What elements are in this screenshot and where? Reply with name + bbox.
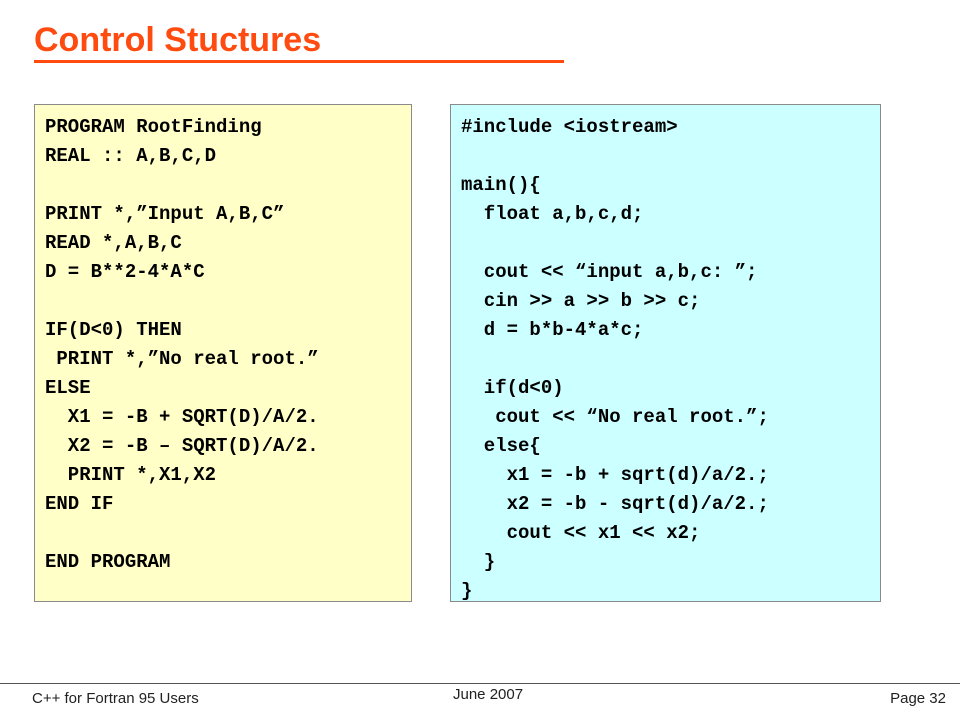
code-line: END IF bbox=[45, 493, 114, 515]
code-line: cout << “No real root.”; bbox=[461, 406, 769, 428]
code-line bbox=[461, 229, 870, 258]
code-line: ELSE bbox=[45, 377, 91, 399]
code-line: float a,b,c,d; bbox=[461, 203, 644, 225]
code-line bbox=[461, 345, 870, 374]
code-line: END PROGRAM bbox=[45, 551, 171, 573]
code-line: D = B**2-4*A*C bbox=[45, 261, 205, 283]
code-line: d = b*b-4*a*c; bbox=[461, 319, 644, 341]
code-line: X2 = -B – SQRT(D)/A/2. bbox=[45, 435, 319, 457]
code-line: REAL :: A,B,C,D bbox=[45, 145, 217, 167]
code-line: } bbox=[461, 580, 473, 602]
footer-divider bbox=[0, 683, 960, 684]
footer-course-title: C++ for Fortran 95 Users bbox=[32, 690, 199, 707]
code-line: else{ bbox=[461, 435, 541, 457]
title-underline bbox=[34, 60, 564, 63]
code-line bbox=[461, 142, 870, 171]
code-line: x1 = -b + sqrt(d)/a/2.; bbox=[461, 464, 769, 486]
fortran-code-box bbox=[34, 104, 412, 602]
code-line: cin >> a >> b >> c; bbox=[461, 290, 701, 312]
footer-page-number: Page 32 bbox=[890, 690, 946, 707]
code-line: if(d<0) bbox=[461, 377, 564, 399]
code-line: PRINT *,”No real root.” bbox=[45, 348, 319, 370]
code-line: PRINT *,X1,X2 bbox=[45, 464, 217, 486]
code-line: } bbox=[461, 551, 496, 573]
cpp-code-box bbox=[450, 104, 881, 602]
code-line: #include <iostream> bbox=[461, 116, 678, 138]
code-line: PROGRAM RootFinding bbox=[45, 116, 262, 138]
footer-date: June 2007 bbox=[453, 686, 524, 703]
code-line: cout << x1 << x2; bbox=[461, 522, 701, 544]
code-line: main(){ bbox=[461, 174, 541, 196]
code-line: IF(D<0) THEN bbox=[45, 319, 182, 341]
slide-title: Control Stuctures bbox=[34, 21, 322, 59]
code-line bbox=[45, 171, 401, 200]
code-line: X1 = -B + SQRT(D)/A/2. bbox=[45, 406, 319, 428]
code-line bbox=[45, 519, 401, 548]
code-line: PRINT *,”Input A,B,C” bbox=[45, 203, 285, 225]
code-line: cout << “input a,b,c: ”; bbox=[461, 261, 758, 283]
code-line: READ *,A,B,C bbox=[45, 232, 182, 254]
code-line bbox=[45, 287, 401, 316]
code-line: x2 = -b - sqrt(d)/a/2.; bbox=[461, 493, 769, 515]
